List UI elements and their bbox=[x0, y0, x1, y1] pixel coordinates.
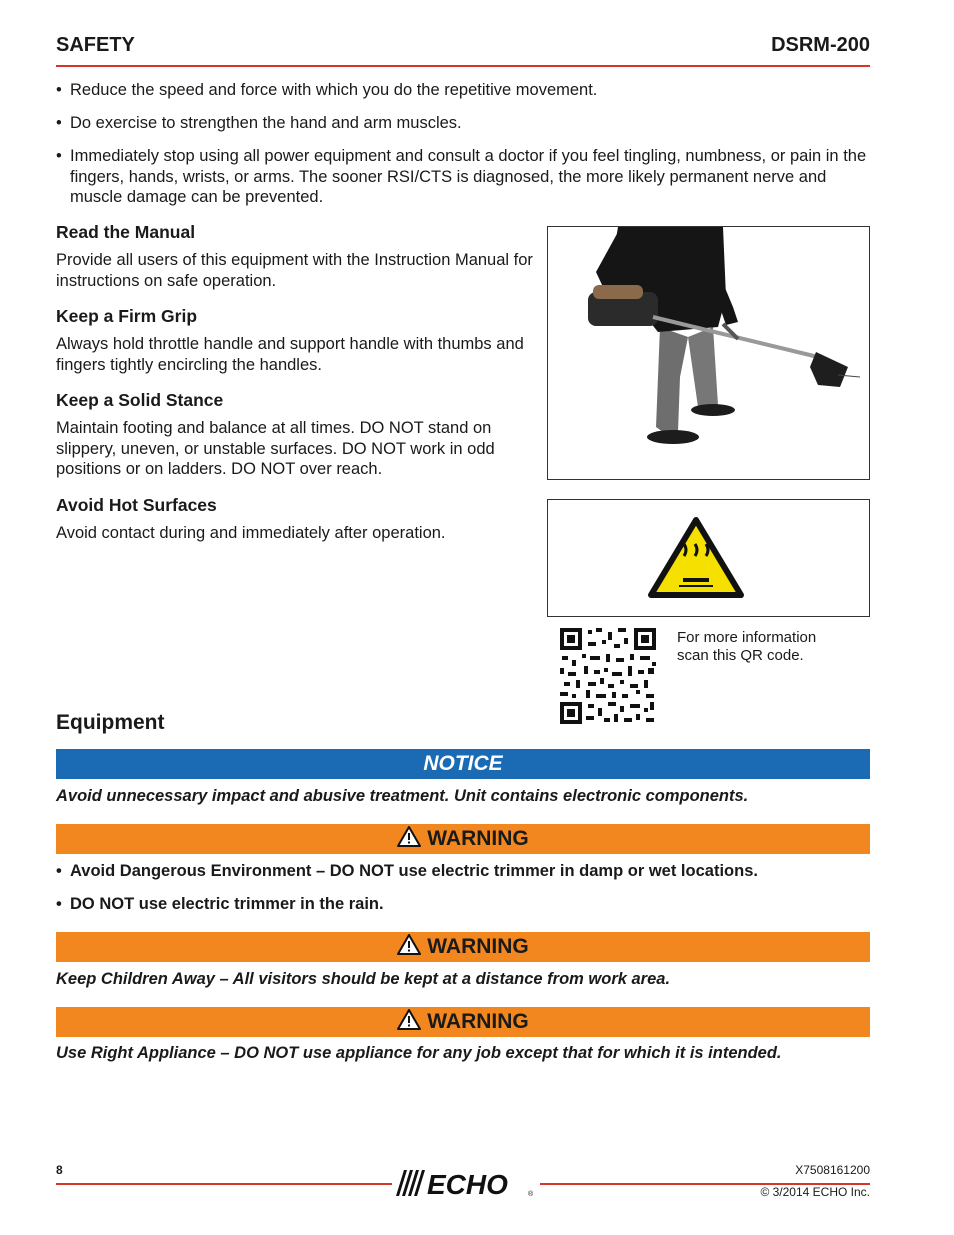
warning-triangle-icon bbox=[397, 826, 421, 853]
warning-triangle-icon bbox=[397, 1009, 421, 1036]
notice-bar bbox=[56, 749, 870, 779]
hot-surface-illustration bbox=[547, 499, 870, 617]
person-with-trimmer-icon bbox=[548, 227, 869, 479]
echo-logo-icon bbox=[394, 1168, 538, 1198]
warning-label: WARNING bbox=[427, 935, 529, 958]
equipment-heading: Equipment bbox=[56, 711, 165, 734]
svg-text:ECHO: ECHO bbox=[427, 1169, 508, 1198]
qr-code[interactable] bbox=[558, 626, 658, 726]
bullet-item: • Reduce the speed and force with which you do the repetitive movement. bbox=[56, 81, 598, 99]
warning-text: Use Right Appliance – DO NOT use appliance for any job except that for which it is intended. bbox=[56, 1044, 782, 1062]
part-number: X7508161200 bbox=[795, 1163, 870, 1177]
heading-read-manual: Read the Manual bbox=[56, 222, 196, 242]
hot-surface-warning-icon bbox=[548, 500, 869, 616]
warning-bullet: • DO NOT use electric trimmer in the rain. bbox=[56, 895, 384, 913]
warning-bullet: • Avoid Dangerous Environment – DO NOT use electric trimmer in damp or wet locations. bbox=[56, 862, 758, 880]
heading-hot-surfaces: Avoid Hot Surfaces bbox=[56, 495, 217, 515]
text-firm-grip: Always hold throttle handle and support handle with thumbs and fingers tightly encircling the handles. bbox=[56, 335, 524, 374]
section-title: SAFETY bbox=[56, 34, 135, 56]
heading-solid-stance: Keep a Solid Stance bbox=[56, 390, 224, 410]
bullet-item: • Immediately stop using all power equipment and consult a doctor if you feel tingling, numbness, or pain in the fingers, hands, wrists, or arms. The sooner RSI/CTS is diagnosed, the more likely permanent nerve and muscle damage can be prevented. bbox=[56, 147, 867, 206]
qr-caption: For more information scan this QR code. bbox=[677, 629, 817, 664]
bullet-item: • Do exercise to strengthen the hand and arm muscles. bbox=[56, 114, 462, 132]
model-title: DSRM-200 bbox=[771, 34, 870, 56]
warning-label: WARNING bbox=[427, 827, 529, 850]
svg-text:®: ® bbox=[528, 1191, 534, 1198]
warning-label: WARNING bbox=[427, 1010, 529, 1033]
echo-logo bbox=[394, 1168, 538, 1198]
text-read-manual: Provide all users of this equipment with the Instruction Manual for instructions on safe operation. bbox=[56, 251, 533, 290]
operator-illustration bbox=[547, 226, 870, 480]
header-rule bbox=[56, 65, 870, 67]
footer-rule-left bbox=[56, 1183, 392, 1185]
heading-firm-grip: Keep a Firm Grip bbox=[56, 306, 198, 326]
notice-text: Avoid unnecessary impact and abusive treatment. Unit contains electronic components. bbox=[56, 787, 749, 805]
warning-triangle-icon bbox=[397, 934, 421, 961]
copyright: © 3/2014 ECHO Inc. bbox=[760, 1185, 870, 1199]
warning-bar bbox=[56, 824, 870, 854]
text-hot-surfaces: Avoid contact during and immediately after operation. bbox=[56, 524, 446, 542]
page-number: 8 bbox=[56, 1163, 63, 1177]
warning-bar bbox=[56, 932, 870, 962]
notice-label: NOTICE bbox=[423, 752, 503, 775]
warning-text: Keep Children Away – All visitors should be kept at a distance from work area. bbox=[56, 970, 671, 988]
warning-bar bbox=[56, 1007, 870, 1037]
text-solid-stance: Maintain footing and balance at all times. DO NOT stand on slippery, uneven, or unstable surfaces. DO NOT work in odd positions or on ladders. DO NOT over reach. bbox=[56, 419, 495, 478]
qr-code-icon bbox=[558, 626, 658, 726]
